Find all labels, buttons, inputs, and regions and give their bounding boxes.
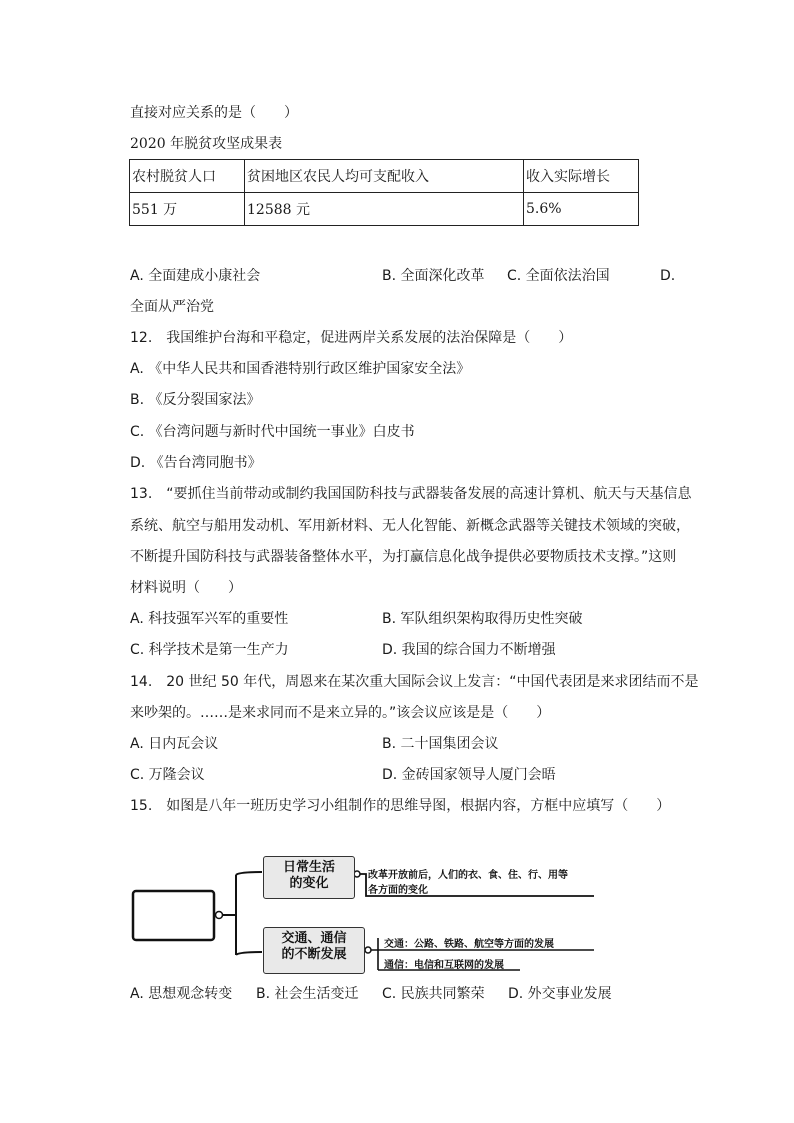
q15-option-c[interactable]: C. 民族共同繁荣 [382, 986, 485, 1002]
q14-option-d[interactable]: D. 金砖国家领导人厦门会晤 [382, 767, 556, 783]
q14-stem-line1: 14. 20 世纪 50 年代，周恩来在某次重大国际会议上发言：“中国代表团是来求团结而不是 [130, 674, 699, 690]
table-header-cell: 收入实际增长 [524, 160, 639, 193]
table-header-cell: 贫困地区农民人均可支配收入 [245, 160, 524, 193]
q13-option-a[interactable]: A. 科技强军兴军的重要性 [130, 611, 289, 627]
q15-option-a[interactable]: A. 思想观念转变 [130, 986, 233, 1002]
node-transport-communication [263, 927, 365, 974]
q14-option-a[interactable]: A. 日内瓦会议 [130, 736, 219, 752]
node-daily-life-note-line1: 改革开放前后，人们的衣、食、住、行、用等 [368, 870, 568, 881]
q13-stem-line2: 系统、航空与船用发动机、军用新材料、无人化智能、新概念武器等关键技术领域的突破， [130, 518, 690, 534]
table-cell: 5.6% [524, 193, 639, 226]
q11-option-b[interactable]: B. 全面深化改革 [382, 268, 485, 284]
q13-option-d[interactable]: D. 我国的综合国力不断增强 [382, 642, 556, 658]
node-transport-line1: 交通、通信 [281, 931, 347, 946]
node-transport-note: 交通：公路、铁路、航空等方面的发展 [384, 939, 554, 950]
node-daily-life-line2: 的变化 [289, 876, 329, 891]
q14-stem-line2: 来吵架的。……是来求同而不是来立异的。”该会议应该是是（ ） [130, 705, 551, 721]
q15-stem: 15. 如图是八年一班历史学习小组制作的思维导图，根据内容，方框中应填写（ ） [130, 798, 671, 814]
table-header-cell: 农村脱贫人口 [130, 160, 245, 193]
q13-stem-line1: 13. “要抓住当前带动或制约我国国防科技与武器装备发展的高速计算机、航天与天基信息 [130, 486, 692, 502]
node-daily-life [263, 856, 355, 899]
node-transport-line2: 的不断发展 [281, 947, 347, 962]
q12-option-b[interactable]: B. 《反分裂国家法》 [130, 392, 261, 408]
q14-option-c[interactable]: C. 万隆会议 [130, 767, 205, 783]
table-cell: 551 万 [130, 193, 245, 226]
q11-option-a[interactable]: A. 全面建成小康社会 [130, 268, 261, 284]
q15-option-b[interactable]: B. 社会生活变迁 [256, 986, 359, 1002]
q13-stem-line3: 不断提升国防科技与武器装备整体水平，为打赢信息化战争提供必要物质技术支撑。”这则 [130, 549, 677, 565]
table-cell: 12588 元 [245, 193, 524, 226]
q12-option-c[interactable]: C. 《台湾问题与新时代中国统一事业》白皮书 [130, 424, 415, 440]
q12-option-a[interactable]: A. 《中华人民共和国香港特别行政区维护国家安全法》 [130, 361, 471, 377]
q14-option-b[interactable]: B. 二十国集团会议 [382, 736, 499, 752]
connector-dot [365, 947, 371, 953]
blank-answer-box [133, 891, 214, 940]
q11-option-d[interactable]: D. [660, 268, 676, 284]
q13-option-b[interactable]: B. 军队组织架构取得历史性突破 [382, 611, 583, 627]
node-daily-life-note-line2: 各方面的变化 [368, 885, 428, 896]
q11-stem-tail: 直接对应关系的是（ ） [130, 105, 298, 121]
branch-connector [223, 872, 262, 955]
q12-stem: 12. 我国维护台海和平稳定，促进两岸关系发展的法治保障是（ ） [130, 330, 573, 346]
q12-option-d[interactable]: D. 《告台湾同胞书》 [130, 455, 262, 471]
node-communication-note: 通信：电信和互联网的发展 [384, 960, 504, 971]
q15-option-d[interactable]: D. 外交事业发展 [508, 986, 612, 1002]
q11-table-caption: 2020 年脱贫攻坚成果表 [130, 136, 283, 152]
node-daily-life-line1: 日常生活 [282, 860, 335, 875]
q13-option-c[interactable]: C. 科学技术是第一生产力 [130, 642, 289, 658]
q13-stem-line4: 材料说明（ ） [130, 580, 242, 596]
q11-option-c[interactable]: C. 全面依法治国 [507, 268, 610, 284]
q11-option-d-continued[interactable]: 全面从严治党 [130, 299, 214, 315]
connector-dot [216, 912, 223, 919]
